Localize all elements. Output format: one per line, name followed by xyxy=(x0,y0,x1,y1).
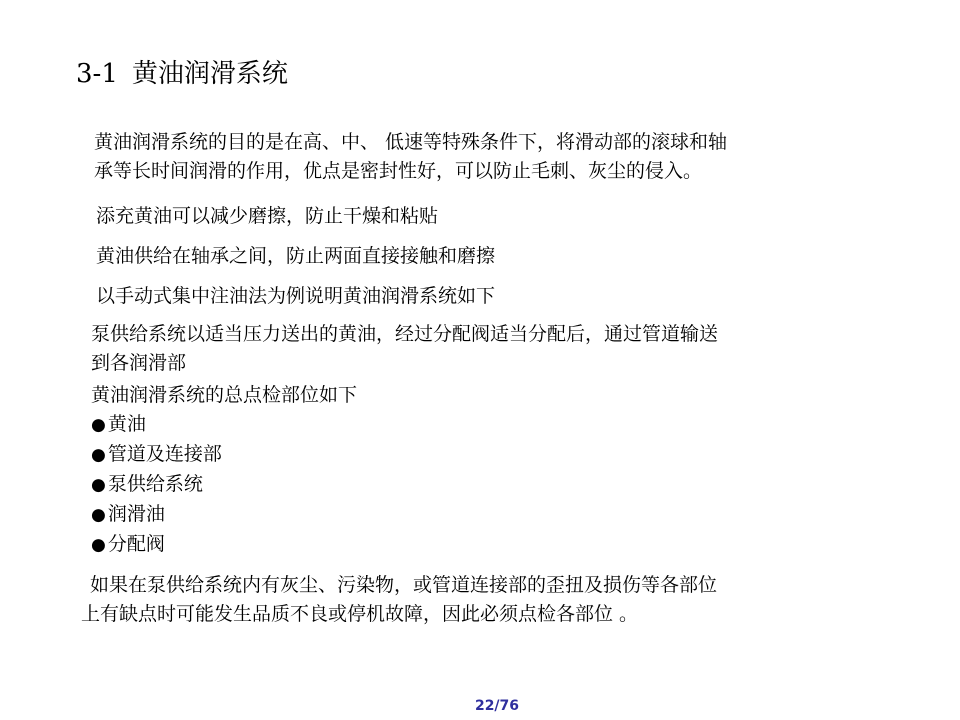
pump-paragraph xyxy=(91,320,718,378)
list-item xyxy=(91,410,357,440)
bullet-icon: ● xyxy=(91,535,106,555)
bullet-icon: ● xyxy=(91,505,106,525)
list-item-label: 润滑油 xyxy=(107,503,165,525)
list-item-label: 分配阀 xyxy=(107,533,165,555)
title-text: 黄油润滑系统 xyxy=(131,59,288,89)
page-indicator: 22/76 xyxy=(474,698,520,714)
point-1: 添充黄油可以减少磨擦，防止干燥和粘贴 xyxy=(96,205,439,227)
point-3: 以手动式集中注油法为例说明黄油润滑系统如下 xyxy=(96,285,496,307)
list-item xyxy=(91,470,357,500)
list-item-label: 管道及连接部 xyxy=(107,443,222,465)
pump-line-2: 到各润滑部 xyxy=(91,352,187,374)
list-item xyxy=(91,500,357,530)
list-item xyxy=(91,440,357,470)
bullet-icon: ● xyxy=(91,445,106,465)
closing-line-1: 如果在泵供给系统内有灰尘、污染物，或管道连接部的歪扭及损伤等各部位 xyxy=(90,574,718,596)
check-list xyxy=(91,381,357,560)
title-number: 3-1 xyxy=(76,59,118,89)
list-item-label: 泵供给系统 xyxy=(107,473,203,495)
list-item xyxy=(91,530,357,560)
check-heading: 黄油润滑系统的总点检部位如下 xyxy=(91,384,358,406)
closing-line-2: 上有缺点时可能发生品质不良或停机故障，因此必须点检各部位 。 xyxy=(81,603,639,625)
bullet-icon: ● xyxy=(91,415,106,435)
intro-line-1: 黄油润滑系统的目的是在高、中、 低速等特殊条件下，将滑动部的滚球和轴 xyxy=(94,131,728,153)
slide-title xyxy=(76,56,288,92)
intro-paragraph xyxy=(94,128,727,186)
list-item-label: 黄油 xyxy=(107,413,146,435)
bullet-icon: ● xyxy=(91,475,106,495)
pump-line-1: 泵供给系统以适当压力送出的黄油，经过分配阀适当分配后，通过管道输送 xyxy=(91,323,719,345)
point-2: 黄油供给在轴承之间，防止两面直接接触和磨擦 xyxy=(96,245,496,267)
closing-paragraph xyxy=(81,571,717,629)
intro-line-2: 承等长时间润滑的作用，优点是密封性好，可以防止毛刺、灰尘的侵入。 xyxy=(94,160,703,182)
